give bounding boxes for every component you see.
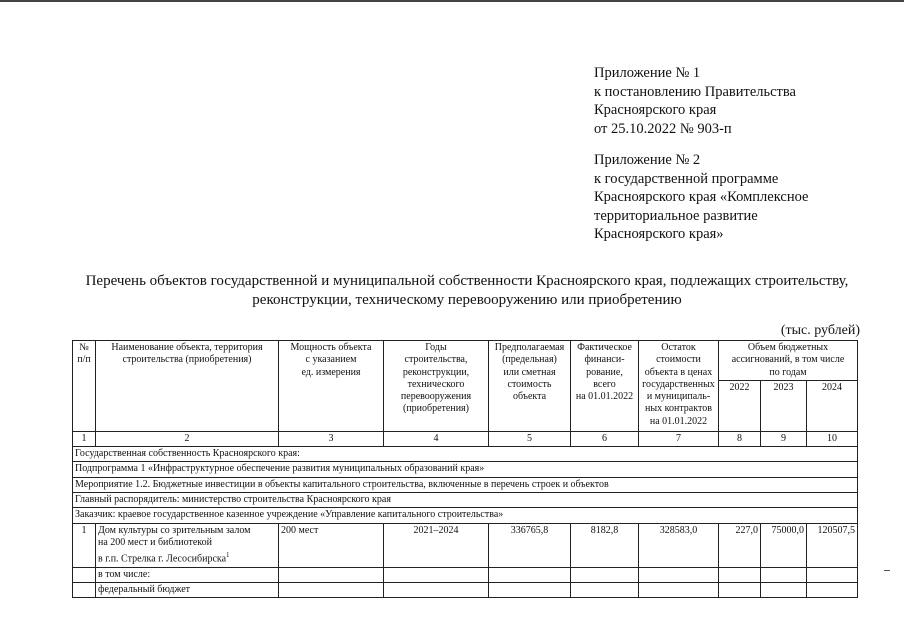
col-number: 8: [719, 431, 761, 446]
col-number: 2: [96, 431, 279, 446]
col-number: 10: [807, 431, 858, 446]
appendix-1-line: Приложение № 1: [594, 65, 701, 81]
header-years: Годы строительства, реконструкции, технического перевооружения (приобретения): [384, 341, 489, 432]
object-2023: 75000,0: [761, 523, 807, 567]
objects-table: [72, 340, 858, 598]
edge-mark: [884, 570, 890, 571]
appendix-1-block: [594, 64, 796, 138]
appendix-2-block: [594, 151, 808, 244]
appendix-2-line: территориальное развитие: [594, 207, 758, 224]
row-number: 1: [73, 523, 96, 567]
appendix-2-line: Приложение № 2: [594, 152, 701, 168]
section-row: [73, 447, 858, 462]
section-subprogram: Подпрограмма 1 «Инфраструктурное обеспечение развития муниципальных образований края»: [73, 462, 858, 477]
col-number: 5: [489, 431, 571, 446]
column-numbers-row: [73, 431, 858, 446]
header-remainder: Остаток стоимости объекта в ценах государственных и муниципаль- ных контрактов на 01.01.2022: [639, 341, 719, 432]
section-row: [73, 462, 858, 477]
header-year-2024: 2024: [807, 380, 858, 431]
sub-row-label: в том числе:: [96, 567, 279, 582]
object-actual-financing: 8182,8: [571, 523, 639, 567]
section-row: [73, 477, 858, 492]
footnote-mark: 1: [226, 551, 230, 560]
object-2022: 227,0: [719, 523, 761, 567]
object-2024: 120507,5: [807, 523, 858, 567]
header-row: [73, 341, 858, 381]
header-name: Наименование объекта, территория строительства (приобретения): [96, 341, 279, 432]
header-capacity: Мощность объекта с указанием ед. измерения: [279, 341, 384, 432]
header-estimated-cost: Предполагаемая (предельная) или сметная стоимость объекта: [489, 341, 571, 432]
section-customer: Заказчик: краевое государственное казенное учреждение «Управление капитального строительства»: [73, 508, 858, 523]
top-border-line: [0, 0, 904, 2]
header-budget: Объем бюджетных ассигнований, в том числе по годам: [719, 341, 858, 381]
appendix-2-line: Красноярского края «Комплексное: [594, 189, 809, 205]
object-years: 2021–2024: [384, 523, 489, 567]
appendix-2-line: к государственной программе: [594, 170, 779, 187]
header-actual-financing: Фактическое финанси- рование, всего на 01.01.2022: [571, 341, 639, 432]
object-remainder: 328583,0: [639, 523, 719, 567]
table-row: [73, 567, 858, 582]
col-number: 7: [639, 431, 719, 446]
header-year-2022: 2022: [719, 380, 761, 431]
appendix-1-line: к постановлению Правительства: [594, 83, 796, 100]
table-row: [73, 523, 858, 567]
appendix-1-line: от 25.10.2022 № 903-п: [594, 120, 732, 137]
object-capacity: 200 мест: [279, 523, 384, 567]
col-number: 6: [571, 431, 639, 446]
title-line: реконструкции, техническому перевооружению или приобретению: [252, 292, 682, 308]
title-line: Перечень объектов государственной и муниципальной собственности Красноярского края, подлежащих строительству,: [85, 273, 849, 289]
col-number: 4: [384, 431, 489, 446]
col-number: 9: [761, 431, 807, 446]
document-title: [40, 272, 894, 310]
section-row: [73, 493, 858, 508]
section-main-manager: Главный распорядитель: министерство строительства Красноярского края: [73, 493, 858, 508]
object-estimated-cost: 336765,8: [489, 523, 571, 567]
header-year-2023: 2023: [761, 380, 807, 431]
section-measure: Мероприятие 1.2. Бюджетные инвестиции в объекты капитального строительства, включенные в перечень строек и объектов: [73, 477, 858, 492]
section-ownership: Государственная собственность Красноярского края:: [73, 447, 858, 462]
appendix-2-line: Красноярского края»: [594, 226, 724, 242]
object-name: Дом культуры со зрительным залом на 200 мест и библиотекой в г.п. Стрелка г. Лесосибирска$^1$: [96, 523, 279, 567]
table-row: [73, 583, 858, 598]
header-num: № п/п: [73, 341, 96, 432]
sub-row-label: федеральный бюджет: [96, 583, 279, 598]
col-number: 3: [279, 431, 384, 446]
col-number: 1: [73, 431, 96, 446]
units-label: (тыс. рублей): [780, 323, 860, 338]
section-row: [73, 508, 858, 523]
appendix-1-line: Красноярского края: [594, 102, 717, 118]
